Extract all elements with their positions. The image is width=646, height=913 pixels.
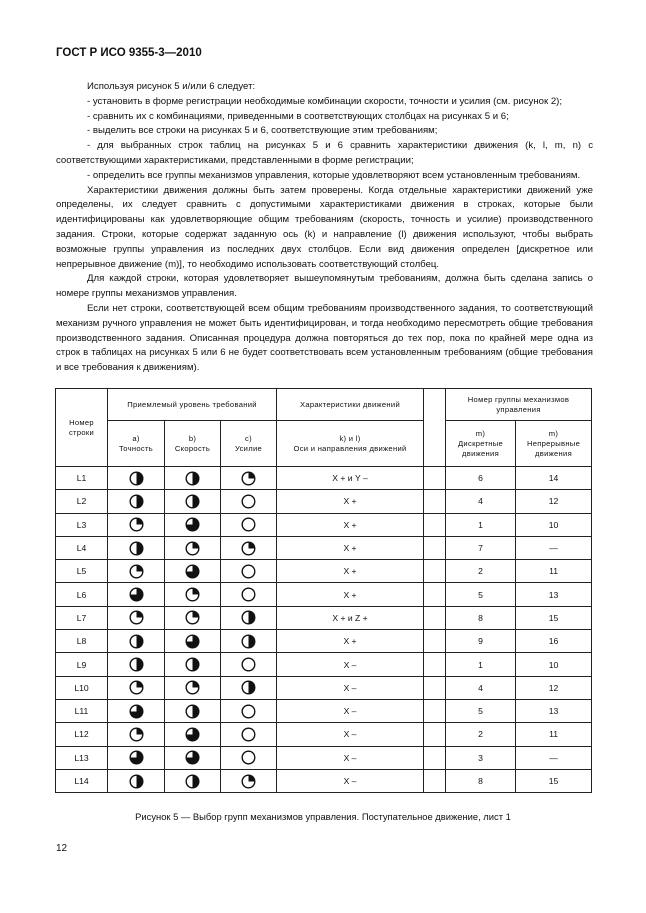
continuous-group: 11 [516,560,592,583]
row-id: L6 [56,583,108,606]
axes-directions: X + [277,536,424,559]
empty-circle-icon [241,564,256,579]
header-speed: b) Скорость [165,421,221,467]
axes-directions: X – [277,723,424,746]
table-row [56,723,592,746]
axes-directions: X + [277,490,424,513]
axes-directions: X + [277,513,424,536]
half-circle-icon [129,494,144,509]
accuracy-level [108,630,165,653]
force-level [221,723,277,746]
empty-circle-icon [241,494,256,509]
header-spacer [424,389,446,467]
paragraph: Если нет строки, соответствующей всем общим требованиям производственного задания, то соответствующий механизм ручного управления не может быть идентифицирован, и тогда необходимо пересмотреть общие требования производственного задания. Описанная процедура должна повторяться до тех пор, пока по крайней мере одна из строк в таблицах на рисунках 5 или 6 не будет соответствовать всем установленным требованиям (общие требования и все требования к движениям). [56,302,593,374]
axes-directions: X – [277,769,424,792]
speed-level [165,560,221,583]
half-circle-icon [241,610,256,625]
discrete-group: 4 [446,490,516,513]
speed-level [165,490,221,513]
discrete-group: 3 [446,746,516,769]
quarter-circle-icon [185,680,200,695]
continuous-group: 11 [516,723,592,746]
spacer-cell [424,536,446,559]
speed-level [165,723,221,746]
three-quarter-circle-icon [185,727,200,742]
continuous-group: 13 [516,583,592,606]
header-group-number: Номер группы механизмов управления [446,389,592,421]
three-quarter-circle-icon [129,704,144,719]
figure-caption: Рисунок 5 — Выбор групп механизмов управления. Поступательное движение, лист 1 [135,811,511,822]
force-level [221,536,277,559]
continuous-group: 15 [516,606,592,629]
spacer-cell [424,490,446,513]
three-quarter-circle-icon [185,634,200,649]
spacer-cell [424,583,446,606]
accuracy-level [108,467,165,490]
discrete-group: 4 [446,676,516,699]
header-force: c) Усилие [221,421,277,467]
paragraph: Характеристики движения должны быть затем проверены. Когда отдельные характеристики движений уже определены, их следует сравнить с допустимыми характеристиками движения в строках, которые были идентифицированы как удовлетворяющие общим требованиям (скорость, точность и усилие) производственного задания. Строки, которые содержат заданную ось (k) и направление (l) движения используют, чтобы выбрать возможные группы управления из последних двух столбцов. Если вид движения определен [дискретное или непрерывное движение (m)], то необходимо использовать соответствующий столбец. [56,184,593,270]
row-id: L7 [56,606,108,629]
half-circle-icon [185,471,200,486]
discrete-group: 5 [446,699,516,722]
table-row [56,467,592,490]
discrete-group: 7 [446,536,516,559]
half-circle-icon [129,471,144,486]
empty-circle-icon [241,587,256,602]
row-id: L2 [56,490,108,513]
discrete-group: 2 [446,560,516,583]
speed-level [165,630,221,653]
table-row [56,676,592,699]
spacer-cell [424,653,446,676]
discrete-group: 2 [446,723,516,746]
header-discrete: m) Дискретные движения [446,421,516,467]
quarter-circle-icon [185,541,200,556]
quarter-circle-icon [129,517,144,532]
continuous-group: 12 [516,676,592,699]
accuracy-level [108,490,165,513]
paragraph: Для каждой строки, которая удовлетворяет вышеупомянутым требованиям, должна быть сделана запись о номере группы механизмов управления. [56,273,593,300]
axes-directions: X + и Y – [277,467,424,490]
empty-circle-icon [241,750,256,765]
empty-circle-icon [241,657,256,672]
force-level [221,513,277,536]
accuracy-level [108,676,165,699]
speed-level [165,676,221,699]
paragraph: - сравнить их с комбинациями, приведенными в соответствующих столбцах на рисунках 5 и 6; [87,110,509,122]
half-circle-icon [185,704,200,719]
spacer-cell [424,630,446,653]
paragraph: - для выбранных строк таблиц на рисунках 5 и 6 сравнить характеристики движения (k, l, m, n) с соответствующими характеристиками, представленными в форме регистрации; [56,140,593,166]
paragraph: - установить в форме регистрации необходимые комбинации скорости, точности и усилия (см. рисунок 2); [87,95,563,107]
axes-directions: X – [277,699,424,722]
page-number: 12 [56,843,68,854]
half-circle-icon [129,774,144,789]
table-row [56,630,592,653]
continuous-group: — [516,536,592,559]
empty-circle-icon [241,727,256,742]
header-characteristics: Характеристики движений [277,389,424,421]
discrete-group: 1 [446,653,516,676]
axes-directions: X – [277,746,424,769]
three-quarter-circle-icon [129,587,144,602]
quarter-circle-icon [241,471,256,486]
quarter-circle-icon [129,727,144,742]
axes-directions: X + [277,583,424,606]
table-row [56,490,592,513]
axes-directions: X – [277,653,424,676]
table-row [56,606,592,629]
row-id: L13 [56,746,108,769]
speed-level [165,583,221,606]
header-axes: k) и l) Оси и направления движений [277,421,424,467]
control-group-table [55,388,592,793]
spacer-cell [424,699,446,722]
half-circle-icon [129,541,144,556]
empty-circle-icon [241,704,256,719]
spacer-cell [424,513,446,536]
paragraph: - выделить все строки на рисунках 5 и 6, соответствующие этим требованиям; [87,125,438,137]
table-row [56,560,592,583]
discrete-group: 8 [446,606,516,629]
spacer-cell [424,769,446,792]
table-row [56,653,592,676]
three-quarter-circle-icon [185,750,200,765]
continuous-group: — [516,746,592,769]
row-id: L4 [56,536,108,559]
accuracy-level [108,769,165,792]
continuous-group: 16 [516,630,592,653]
header-accuracy: a) Точность [108,421,165,467]
three-quarter-circle-icon [185,564,200,579]
speed-level [165,536,221,559]
spacer-cell [424,723,446,746]
spacer-cell [424,746,446,769]
quarter-circle-icon [241,774,256,789]
axes-directions: X – [277,676,424,699]
table-row [56,746,592,769]
continuous-group: 12 [516,490,592,513]
table-row [56,513,592,536]
accuracy-level [108,699,165,722]
discrete-group: 5 [446,583,516,606]
discrete-group: 6 [446,467,516,490]
half-circle-icon [129,634,144,649]
force-level [221,467,277,490]
accuracy-level [108,560,165,583]
quarter-circle-icon [185,610,200,625]
continuous-group: 10 [516,513,592,536]
body-text [56,80,593,376]
accuracy-level [108,583,165,606]
row-id: L12 [56,723,108,746]
row-id: L5 [56,560,108,583]
force-level [221,606,277,629]
axes-directions: X + и Z + [277,606,424,629]
accuracy-level [108,606,165,629]
row-id: L9 [56,653,108,676]
empty-circle-icon [241,517,256,532]
half-circle-icon [185,774,200,789]
force-level [221,583,277,606]
axes-directions: X + [277,630,424,653]
quarter-circle-icon [129,564,144,579]
continuous-group: 10 [516,653,592,676]
table-row [56,769,592,792]
force-level [221,490,277,513]
spacer-cell [424,560,446,583]
continuous-group: 13 [516,699,592,722]
accuracy-level [108,513,165,536]
quarter-circle-icon [129,680,144,695]
header-continuous: m) Непрерывные движения [516,421,592,467]
table-row [56,699,592,722]
quarter-circle-icon [129,610,144,625]
row-id: L11 [56,699,108,722]
continuous-group: 14 [516,467,592,490]
discrete-group: 8 [446,769,516,792]
spacer-cell [424,467,446,490]
accuracy-level [108,653,165,676]
header-row-number: Номер строки [56,389,108,467]
continuous-group: 15 [516,769,592,792]
force-level [221,676,277,699]
speed-level [165,769,221,792]
document-header: ГОСТ Р ИСО 9355-3—2010 [56,47,202,59]
row-id: L14 [56,769,108,792]
table-row [56,536,592,559]
force-level [221,699,277,722]
three-quarter-circle-icon [129,750,144,765]
paragraph: - определить все группы механизмов управления, которые удовлетворяют всем установленным требованиям. [87,169,581,181]
speed-level [165,653,221,676]
half-circle-icon [129,657,144,672]
discrete-group: 9 [446,630,516,653]
spacer-cell [424,676,446,699]
force-level [221,653,277,676]
speed-level [165,746,221,769]
force-level [221,560,277,583]
accuracy-level [108,536,165,559]
accuracy-level [108,723,165,746]
discrete-group: 1 [446,513,516,536]
quarter-circle-icon [241,541,256,556]
force-level [221,630,277,653]
three-quarter-circle-icon [185,517,200,532]
accuracy-level [108,746,165,769]
speed-level [165,513,221,536]
paragraph: Используя рисунок 5 и/или 6 следует: [87,81,256,92]
spacer-cell [424,606,446,629]
axes-directions: X + [277,560,424,583]
quarter-circle-icon [185,587,200,602]
half-circle-icon [241,680,256,695]
half-circle-icon [185,657,200,672]
half-circle-icon [185,494,200,509]
table-row [56,583,592,606]
row-id: L10 [56,676,108,699]
row-id: L8 [56,630,108,653]
speed-level [165,467,221,490]
half-circle-icon [241,634,256,649]
speed-level [165,606,221,629]
speed-level [165,699,221,722]
row-id: L3 [56,513,108,536]
row-id: L1 [56,467,108,490]
force-level [221,769,277,792]
force-level [221,746,277,769]
header-requirements: Приемлемый уровень требований [108,389,277,421]
